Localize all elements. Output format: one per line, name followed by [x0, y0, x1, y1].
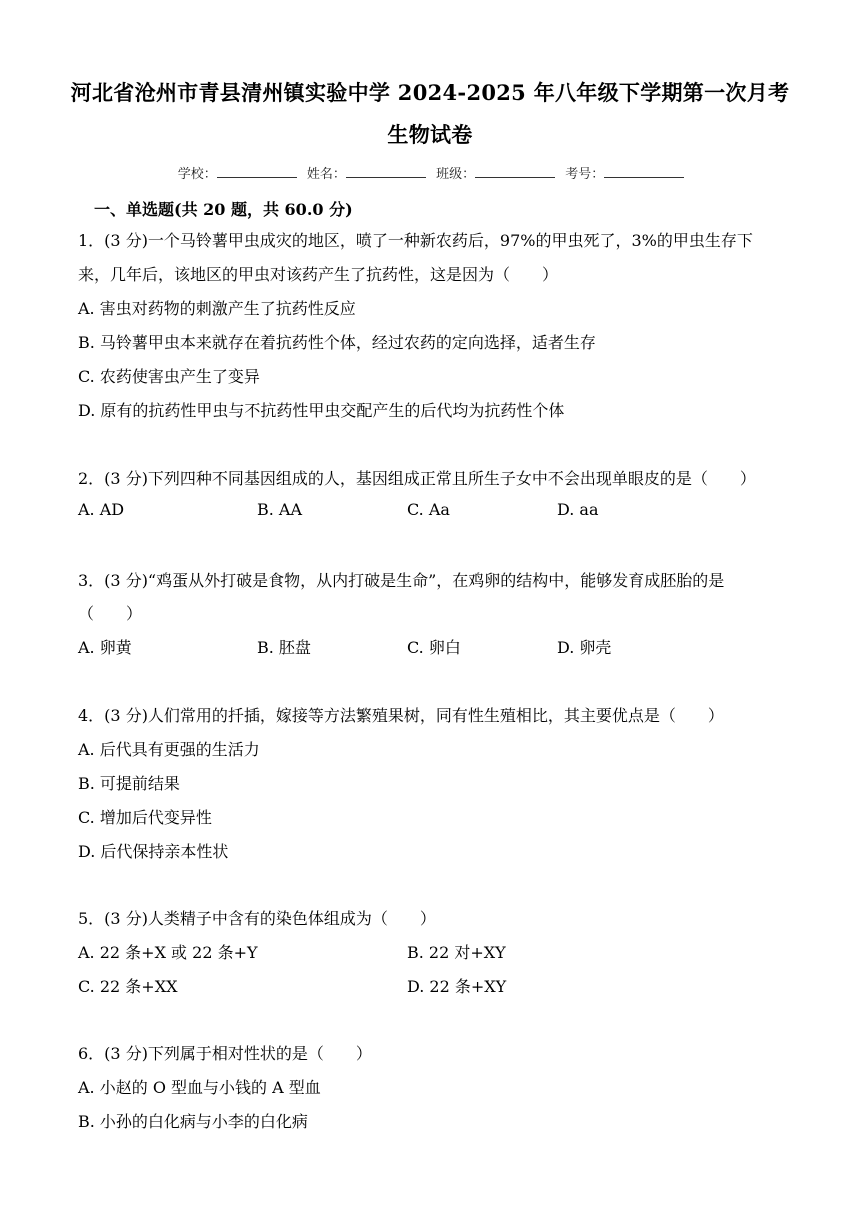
q3-option-d: D. 卵壳	[557, 638, 612, 657]
q2-option-c: C. Aa	[407, 500, 450, 519]
name-label: 姓名：	[306, 167, 346, 182]
q3-option-b: B. 胚盘	[257, 638, 311, 657]
q2-stem: 2．(3 分)下列四种不同基因组成的人，基因组成正常且所生子女中不会出现单眼皮的是（ ）	[78, 469, 756, 488]
q1-option-a: A. 害虫对药物的刺激产生了抗药性反应	[78, 299, 356, 318]
q6-option-a: A. 小赵的 O 型血与小钱的 A 型血	[78, 1078, 321, 1097]
q4-option-d: D. 后代保持亲本性状	[78, 842, 229, 861]
q5-option-b: B. 22 对+XY	[407, 943, 506, 962]
q1-option-d: D. 原有的抗药性甲虫与不抗药性甲虫交配产生的后代均为抗药性个体	[78, 401, 565, 420]
q3-stem-line1: 3．(3 分)“鸡蛋从外打破是食物，从内打破是生命”，在鸡卵的结构中，能够发育成胚胎的是	[78, 571, 725, 590]
q2-option-a: A. AD	[78, 500, 125, 519]
q6-stem: 6．(3 分)下列属于相对性状的是（ ）	[78, 1044, 372, 1063]
q6-option-b: B. 小孙的白化病与小李的白化病	[78, 1112, 308, 1131]
q1-option-c: C. 农药使害虫产生了变异	[78, 367, 260, 386]
school-label: 学校：	[177, 167, 217, 182]
q2-option-d: D. aa	[557, 500, 599, 519]
q1-stem-line1: 1．(3 分)一个马铃薯甲虫成灾的地区，喷了一种新农药后，97%的甲虫死了，3%的甲虫生存下	[78, 231, 753, 250]
exam-number-blank	[604, 165, 684, 178]
class-label: 班级：	[436, 167, 476, 182]
name-blank	[346, 165, 426, 178]
exam-title-line1: 河北省沧州市青县清州镇实验中学 2024-2025 年八年级下学期第一次月考	[70, 80, 790, 105]
q5-stem: 5．(3 分)人类精子中含有的染色体组成为（ ）	[78, 909, 436, 928]
class-blank	[475, 165, 555, 178]
q2-option-b: B. AA	[257, 500, 303, 519]
section-heading: 一、单选题(共 20 题，共 60.0 分)	[94, 200, 353, 219]
q4-option-a: A. 后代具有更强的生活力	[78, 740, 260, 759]
q4-option-c: C. 增加后代变异性	[78, 808, 212, 827]
exam-title-line2: 生物试卷	[387, 122, 473, 147]
q5-option-c: C. 22 条+XX	[78, 977, 178, 996]
q3-option-a: A. 卵黄	[78, 638, 132, 657]
q4-stem: 4．(3 分)人们常用的扦插，嫁接等方法繁殖果树，同有性生殖相比，其主要优点是（ ）	[78, 706, 724, 725]
q5-option-d: D. 22 条+XY	[407, 977, 507, 996]
q1-stem-line2: 来，几年后，该地区的甲虫对该药产生了抗药性，这是因为（ ）	[78, 265, 559, 284]
q4-option-b: B. 可提前结果	[78, 774, 180, 793]
school-blank	[217, 165, 297, 178]
q5-option-a: A. 22 条+X 或 22 条+Y	[78, 943, 258, 962]
q3-stem-line2: （ ）	[78, 604, 143, 623]
exam-number-label: 考号：	[565, 167, 605, 182]
q1-option-b: B. 马铃薯甲虫本来就存在着抗药性个体，经过农药的定向选择，适者生存	[78, 333, 596, 352]
student-info-row	[0, 163, 860, 182]
q3-option-c: C. 卵白	[407, 638, 461, 657]
